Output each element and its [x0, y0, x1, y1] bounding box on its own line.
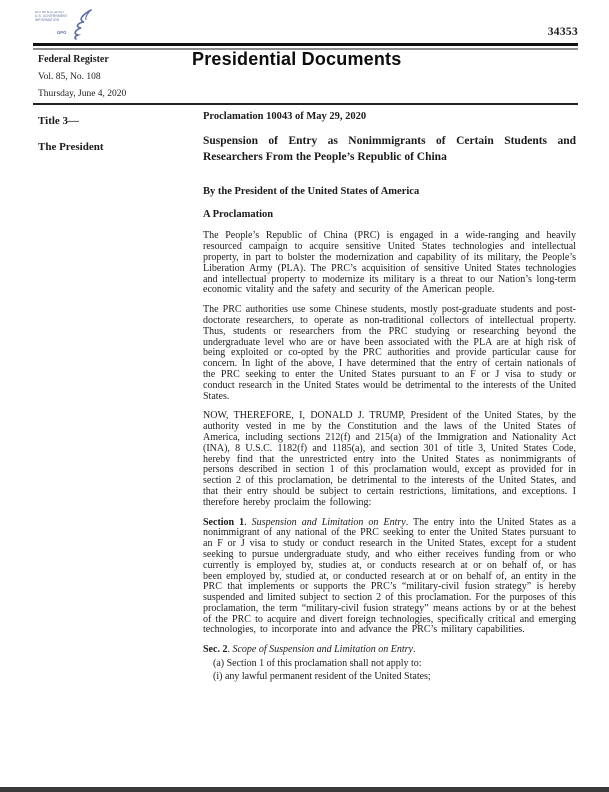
- margin-the-president: The President: [38, 141, 104, 153]
- paragraph-3: NOW, THEREFORE, I, DONALD J. TRUMP, President of the United States, by the authority vested in me by the Constitution and the laws of the United States of America, including sections 212(f) and 215(a) of the Immigration and Nationality Act (INA), 8 U.S.C. 1182(f) and 1185(a), and section 301 of title 3, United States Code, hereby find that the unrestricted entry into the United States as nonimmigrants of persons described in section 1 of this proclamation would, except as provided for in section 2 of this proclamation, be detrimental to the interests of the United States, and that their entry should be subject to certain restrictions, limitations, and exceptions. I therefore hereby proclaim the following:: [203, 410, 576, 508]
- gpo-text-line2: U.S. GOVERNMENT: [35, 14, 68, 19]
- gpo-text-line1: AUTHENTICATED: [35, 11, 64, 15]
- section-1-sep1: .: [244, 516, 252, 528]
- section-1-paragraph: [203, 518, 576, 637]
- section-1-heading: Suspension and Limitation on Entry: [251, 516, 406, 528]
- gpo-abbr-label: GPO: [57, 31, 67, 36]
- byline: By the President of the United States of America: [203, 185, 420, 197]
- masthead-bottom-rule: [33, 103, 578, 105]
- margin-column: [38, 115, 188, 153]
- paragraph-2: The PRC authorities use some Chinese students, mostly post-graduate students and post-doctorate researchers, to operate as non-traditional collectors of intellectual property. Thus, students or researchers from the PRC studying or researching beyond the undergraduate level who are or have been associated with the PLA are at high risk of being exploited or co-opted by the PRC authorities and provide particular cause for concern. In light of the above, I have determined that the entry of certain nationals of the PRC seeking to enter the United States pursuant to an F or J visa to study or conduct research in the United States would be detrimental to the interests of the United States.: [203, 304, 576, 402]
- clause-i: (i) any lawful permanent resident of the United States;: [213, 670, 431, 682]
- section-1-label: Section 1: [203, 516, 245, 528]
- page-number: 34353: [547, 26, 578, 38]
- gpo-text-line3: INFORMATION: [35, 18, 60, 22]
- section-title: Presidential Documents: [192, 49, 402, 69]
- subsection-a: (a) Section 1 of this proclamation shall not apply to:: [213, 657, 422, 669]
- proclamation-title: Suspension of Entry as Nonimmigrants of Certain Students and Researchers From the People’s Republic of China: [203, 134, 576, 163]
- proclamation-number-line: Proclamation 10043 of May 29, 2020: [203, 111, 367, 122]
- section-2-label: Sec. 2: [203, 644, 228, 656]
- proclamation-label: A Proclamation: [203, 208, 274, 220]
- gpo-authentication-text: [35, 11, 68, 23]
- margin-title3: Title 3—: [38, 115, 80, 127]
- masthead-publication: Federal Register: [38, 54, 109, 65]
- masthead-date: Thursday, June 4, 2020: [38, 89, 127, 99]
- section-1-sep2: .: [405, 516, 414, 528]
- section-2-sep: .: [227, 644, 233, 656]
- paragraph-1: The People’s Republic of China (PRC) is engaged in a wide-ranging and heavily resourced campaign to acquire sensitive United States technologies and intellectual property, in part to bolster the modernization and capability of its military, the People’s Liberation Army (PLA). The PRC’s acquisition of sensitive United States technologies and intellectual property to modernize its military is a threat to our Nation’s long-term economic vitality and the safety and security of the American people.: [203, 230, 576, 296]
- viewer-bottom-edge: [0, 787, 609, 792]
- section-2-heading-line: [203, 645, 576, 656]
- section-2-period: .: [413, 644, 416, 656]
- document-body-column: [203, 112, 576, 683]
- section-1-text: The entry into the United States as a nonimmigrant of any national of the PRC seeking to enter the United States pursuant to an F or J visa to study or conduct research in the United States, except for a student seeking to pursue undergraduate study, and who either receives funding from or who currently is employed by, studies at, or conducts research at or on behalf of, or has been employed by, studied at, or conducted research at or on behalf of, an entity in the PRC that implements or supports the PRC’s “military-civil fusion strategy” is hereby suspended and limited subject to section 2 of this proclamation. For the purposes of this proclamation, the term “military-civil fusion strategy” means actions by or at the behest of the PRC to acquire and divert foreign technologies, specifically critical and emerging technologies, to incorporate into and advance the PRC’s military capabilities.: [203, 516, 576, 636]
- masthead-volume: Vol. 85, No. 108: [38, 72, 101, 82]
- top-rule-thick: [33, 43, 578, 46]
- section-2-heading: Scope of Suspension and Limitation on Entry: [232, 644, 413, 656]
